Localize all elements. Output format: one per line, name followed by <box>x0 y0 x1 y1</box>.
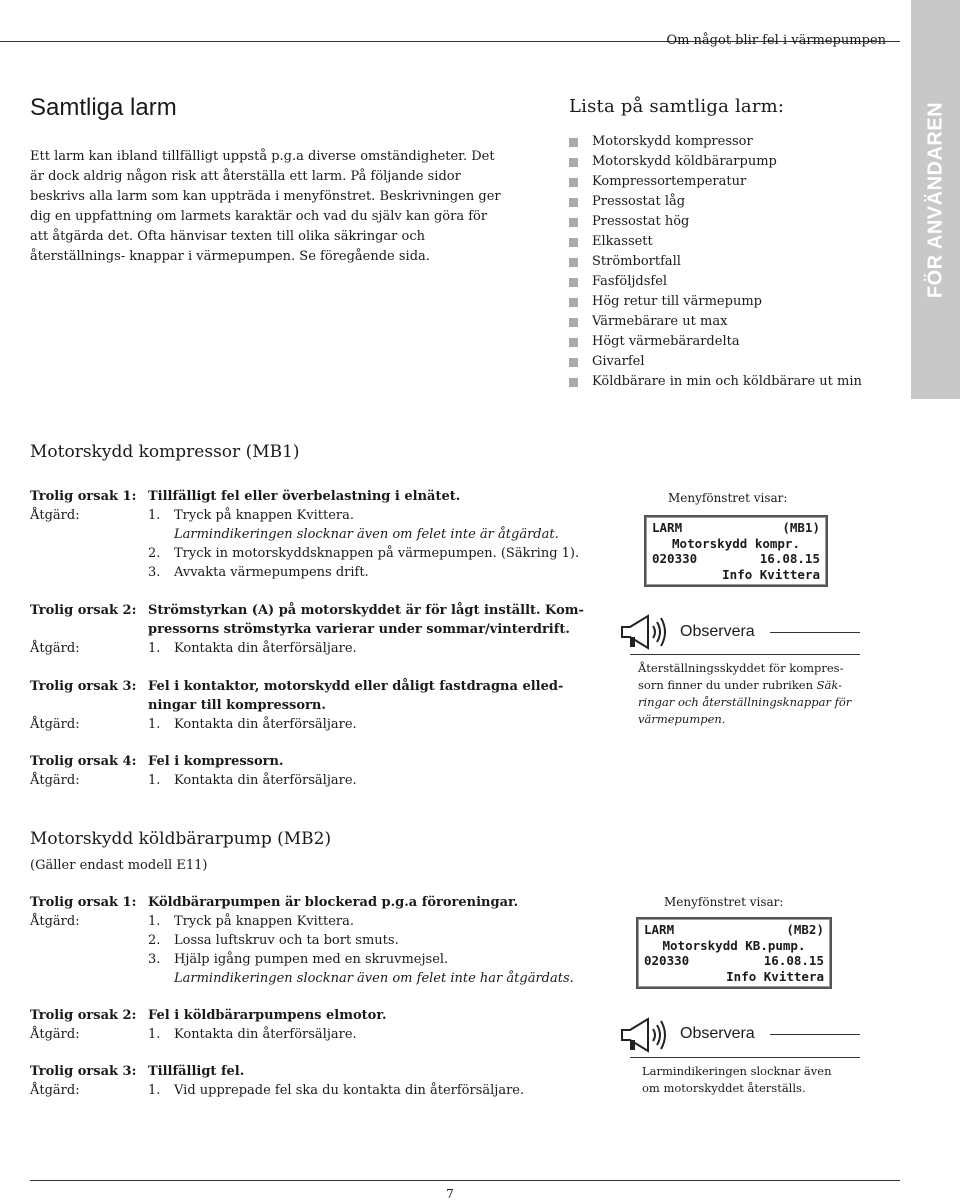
note-text <box>642 1063 862 1097</box>
list-item <box>569 332 862 352</box>
list-item-label: Fasföljdsfel <box>592 274 668 289</box>
list-item <box>569 212 862 232</box>
cause-text: ningar till kompressorn. <box>148 698 326 713</box>
note-text <box>638 660 868 728</box>
step-text: Kontakta din återförsäljare. <box>174 641 357 656</box>
step-text: Vid upprepade fel ska du kontakta din återförsäljare. <box>174 1083 525 1098</box>
cause-text: Fel i köldbärarpumpens elmotor. <box>148 1008 387 1023</box>
page-title: Samtliga larm <box>30 94 177 121</box>
cause-label: Trolig orsak 3: <box>30 1064 137 1079</box>
cause-label: Trolig orsak 4: <box>30 754 137 769</box>
list-item <box>569 352 862 372</box>
step-number <box>148 525 174 544</box>
lcd-text: 020330 <box>652 551 698 566</box>
cause-text: pressorns strömstyrka varierar under sommar/vinterdrift. <box>148 622 570 637</box>
cause-text: Tillfälligt fel. <box>148 1064 245 1079</box>
list-item-label: Motorskydd köldbärarpump <box>592 154 777 169</box>
bullet-icon <box>569 198 578 207</box>
list-item-label: Högt värmebärardelta <box>592 334 740 349</box>
mb2-cause-2 <box>30 1006 387 1044</box>
note-rule <box>630 1057 860 1058</box>
note-line: Larmindikeringen slocknar även <box>642 1064 832 1078</box>
step-number: 1. <box>148 508 161 523</box>
action-label: Åtgärd: <box>30 508 80 523</box>
lcd-text: (MB1) <box>782 520 820 535</box>
menu-display <box>636 917 832 989</box>
action-label: Åtgärd: <box>30 641 80 656</box>
cause-text: Tillfälligt fel eller överbelastning i elnätet. <box>148 489 461 504</box>
step-text: Kontakta din återförsäljare. <box>174 1027 357 1042</box>
mb1-heading: Motorskydd kompressor (MB1) <box>30 442 300 462</box>
note-title-rule <box>770 632 860 633</box>
mb2-heading: Motorskydd köldbärarpump (MB2) <box>30 829 332 849</box>
mb2-subtitle: (Gäller endast modell E11) <box>30 858 208 873</box>
megaphone-icon <box>618 1015 670 1055</box>
note-line: sorn finner du under rubriken <box>638 678 817 692</box>
mb2-cause-1 <box>30 893 574 988</box>
list-item-label: Pressostat låg <box>592 194 686 209</box>
list-item <box>569 372 862 392</box>
lcd-text: LARM <box>644 922 675 937</box>
list-item-label: Värmebärare ut max <box>592 314 728 329</box>
menu-caption: Menyfönstret visar: <box>664 895 784 909</box>
mb1-cause-3 <box>30 677 563 734</box>
list-item-label: Strömbortfall <box>592 254 681 269</box>
lcd-text: Info Kvittera <box>722 566 820 582</box>
lcd-text: 020330 <box>644 953 690 968</box>
lcd-text: Info Kvittera <box>726 968 824 984</box>
list-item <box>569 312 862 332</box>
note-line-italic: Säk- <box>816 678 843 692</box>
action-label: Åtgärd: <box>30 914 80 929</box>
side-tab-label: FÖR ANVÄNDAREN <box>924 101 946 298</box>
bullet-icon <box>569 238 578 247</box>
section-header: Om något blir fel i värmepumpen <box>666 33 886 48</box>
step-text: Tryck på knappen Kvittera. <box>174 508 355 523</box>
bullet-icon <box>569 258 578 267</box>
step-number: 1. <box>148 914 161 929</box>
list-item-label: Köldbärare in min och köldbärare ut min <box>592 374 862 389</box>
note-line: om motorskyddet återställs. <box>642 1081 806 1095</box>
list-item <box>569 132 862 152</box>
list-item <box>569 172 862 192</box>
list-item <box>569 232 862 252</box>
step-text: Hjälp igång pumpen med en skruvmejsel. <box>174 952 449 967</box>
step-number: 2. <box>148 933 161 948</box>
step-number: 2. <box>148 546 161 561</box>
cause-label: Trolig orsak 2: <box>30 1008 137 1023</box>
bullet-icon <box>569 358 578 367</box>
bullet-icon <box>569 378 578 387</box>
list-item <box>569 252 862 272</box>
footer-rule <box>30 1180 900 1181</box>
cause-text: Fel i kompressorn. <box>148 754 284 769</box>
step-text: Tryck in motorskyddsknappen på värmepumpen. (Säkring 1). <box>174 546 580 561</box>
list-item-label: Elkassett <box>592 234 653 249</box>
bullet-icon <box>569 178 578 187</box>
list-item-label: Hög retur till värmepump <box>592 294 762 309</box>
bullet-icon <box>569 218 578 227</box>
mb1-cause-2 <box>30 601 584 658</box>
lcd-text: 16.08.15 <box>759 551 820 566</box>
list-item <box>569 292 862 312</box>
alarm-list <box>569 132 862 392</box>
note-line-italic: värmepumpen. <box>638 712 726 726</box>
step-number: 1. <box>148 773 161 788</box>
note-title: Observera <box>680 623 755 640</box>
cause-text: Fel i kontaktor, motorskydd eller dåligt fastdragna elled- <box>148 679 564 694</box>
cause-label: Trolig orsak 1: <box>30 895 137 910</box>
step-text: Tryck på knappen Kvittera. <box>174 914 355 929</box>
lcd-text: LARM <box>652 520 683 535</box>
mb1-cause-4 <box>30 752 357 790</box>
bullet-icon <box>569 138 578 147</box>
menu-display <box>644 515 828 587</box>
step-number: 1. <box>148 1027 161 1042</box>
step-number <box>148 969 174 988</box>
step-note: Larmindikeringen slocknar även om felet inte är åtgärdat. <box>174 527 559 542</box>
step-number: 1. <box>148 1083 161 1098</box>
lcd-text: Motorskydd KB.pump. <box>662 937 806 953</box>
action-label: Åtgärd: <box>30 773 80 788</box>
cause-label: Trolig orsak 3: <box>30 679 137 694</box>
bullet-icon <box>569 318 578 327</box>
intro-text: Ett larm kan ibland tillfälligt uppstå p.g.a diverse omständigheter. Det är dock aldrig någon risk att återställa ett larm. På följande sidor beskrivs alla larm som kan uppträda i menyfönstret. Beskrivningen ger dig en uppfattning om larmets karaktär och vad du själv kan göra för att åtgärda det. Ofta hänvisar texten till olika säkringar och återställnings- knappar i värmepumpen. Se föregående sida. <box>30 149 501 264</box>
cause-text: Köldbärarpumpen är blockerad p.g.a föroreningar. <box>148 895 519 910</box>
action-label: Åtgärd: <box>30 717 80 732</box>
action-label: Åtgärd: <box>30 1083 80 1098</box>
cause-text: Strömstyrkan (A) på motorskyddet är för lågt inställt. Kom- <box>148 603 584 618</box>
step-text: Kontakta din återförsäljare. <box>174 773 357 788</box>
note-line-italic: ringar och återställningsknappar för <box>638 695 852 709</box>
megaphone-icon <box>618 612 670 652</box>
note-line: Återställningsskyddet för kompres- <box>638 661 844 675</box>
mb2-cause-3 <box>30 1062 524 1100</box>
bullet-icon <box>569 338 578 347</box>
list-item <box>569 152 862 172</box>
alarm-list-title: Lista på samtliga larm: <box>569 96 785 117</box>
bullet-icon <box>569 278 578 287</box>
bullet-icon <box>569 158 578 167</box>
list-item-label: Motorskydd kompressor <box>592 134 753 149</box>
page-number: 7 <box>446 1187 454 1201</box>
step-number: 3. <box>148 565 161 580</box>
note-rule <box>630 654 860 655</box>
lcd-text: 16.08.15 <box>763 953 824 968</box>
list-item-label: Givarfel <box>592 354 645 369</box>
step-note: Larmindikeringen slocknar även om felet inte har åtgärdats. <box>174 971 574 986</box>
menu-caption: Menyfönstret visar: <box>668 491 788 505</box>
mb1-cause-1 <box>30 487 579 582</box>
note-title: Observera <box>680 1025 755 1042</box>
side-tab <box>911 0 960 399</box>
lcd-text: (MB2) <box>786 922 824 937</box>
list-item <box>569 272 862 292</box>
step-text: Lossa luftskruv och ta bort smuts. <box>174 933 399 948</box>
step-text: Kontakta din återförsäljare. <box>174 717 357 732</box>
bullet-icon <box>569 298 578 307</box>
cause-label: Trolig orsak 2: <box>30 603 137 618</box>
step-number: 3. <box>148 952 161 967</box>
step-text: Avvakta värmepumpens drift. <box>174 565 369 580</box>
list-item-label: Kompressortemperatur <box>592 174 747 189</box>
list-item-label: Pressostat hög <box>592 214 690 229</box>
note-title-rule <box>770 1034 860 1035</box>
lcd-text: Motorskydd kompr. <box>672 535 800 551</box>
step-number: 1. <box>148 717 161 732</box>
list-item <box>569 192 862 212</box>
step-number: 1. <box>148 641 161 656</box>
cause-label: Trolig orsak 1: <box>30 489 137 504</box>
action-label: Åtgärd: <box>30 1027 80 1042</box>
